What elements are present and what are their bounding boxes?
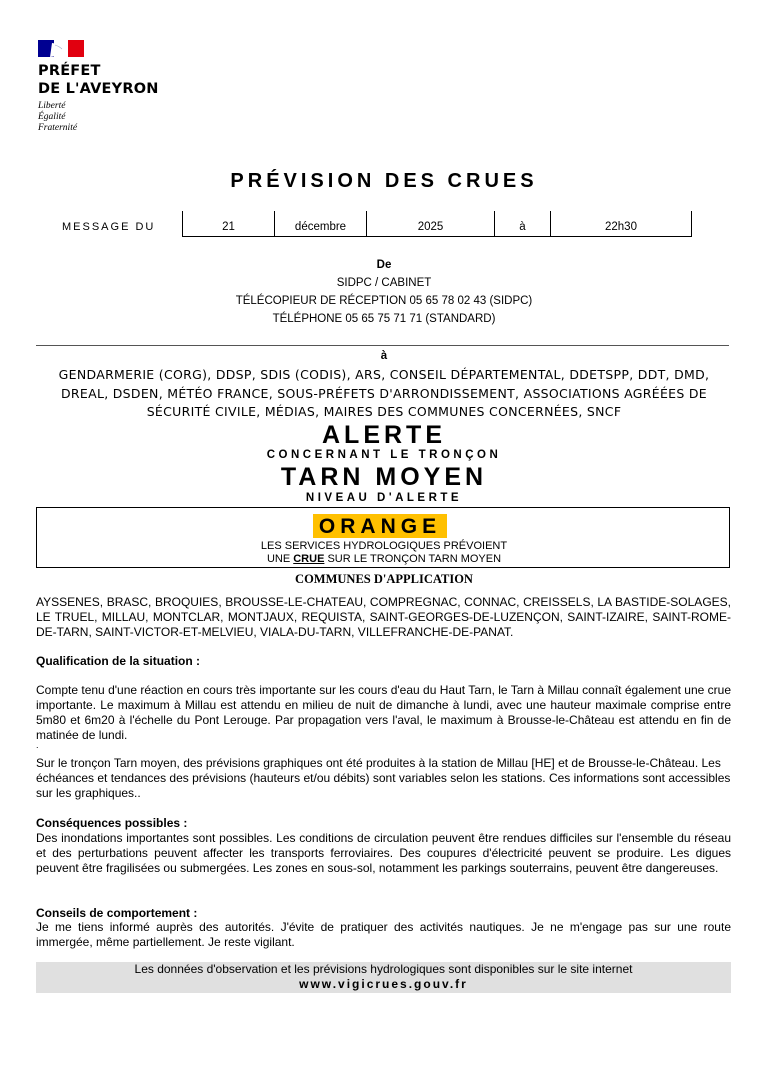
message-label: MESSAGE DU <box>62 221 156 233</box>
message-year: 2025 <box>366 211 494 237</box>
devise-fraternite: Fraternité <box>38 123 78 133</box>
qualification-dot: . <box>36 740 39 750</box>
footer-banner <box>36 962 731 993</box>
communes-list: AYSSENES, BRASC, BROQUIES, BROUSSE-LE-CHATEAU, COMPREGNAC, CONNAC, CREISSELS, LA BASTIDE-SOLAGES, LE TRUEL, MILLAU, MONTCLAR, MONTJAUX, REQUISTA, SAINT-GEORGES-DE-LUZENÇON, SAINT-IZAIRE, SAINT-ROME-DE-TARN, SAINT-VICTOR-ET-MELVIEU, VIALA-DU-TARN, VILLEFRANCHE-DE-PANAT. <box>36 595 731 639</box>
concernant-label: CONCERNANT LE TRONÇON <box>266 449 502 461</box>
troncon-name: TARN MOYEN <box>280 463 488 491</box>
footer-text: Les données d'observation et les prévisions hydrologiques sont disponibles sur le site internet <box>134 962 633 976</box>
prefecture-name <box>38 62 159 98</box>
alert-desc-line1: LES SERVICES HYDROLOGIQUES PRÉVOIENT <box>260 540 508 552</box>
message-time: 22h30 <box>550 211 692 237</box>
qualification-p1: Compte tenu d'une réaction en cours très importante sur les cours d'eau du Haut Tarn, le Tarn à Millau connaît également une crue importante. Le maximum à Millau est attendu en milieu de nuit de dimanche à lundi, avec une hauteur maximale comprise entre 5m80 et 6m20 à l'échelle du Pont Lerouge. Par propagation vers l'aval, le maximum à Brousse-le-Château est attendu en fin de matinée de lundi. <box>36 683 731 742</box>
sender-line1: SIDPC / CABINET <box>336 277 432 289</box>
alert-desc-crue: CRUE <box>293 553 325 565</box>
prefecture-line1: PRÉFET <box>38 63 101 79</box>
document-title: PRÉVISION DES CRUES <box>230 170 538 192</box>
devise-egalite: Égalité <box>38 112 66 122</box>
alert-level-badge: ORANGE <box>313 514 447 538</box>
alert-desc-post: SUR LE TRONÇON TARN MOYEN <box>324 553 502 565</box>
conseils-heading: Conseils de comportement : <box>36 906 198 920</box>
consequences-heading: Conséquences possibles : <box>36 816 188 830</box>
message-day: 21 <box>182 211 274 237</box>
vigicrues-link[interactable]: www.vigicrues.gouv.fr <box>299 977 468 991</box>
consequences-text: Des inondations importantes sont possibles. Les conditions de circulation peuvent être rendues difficiles sur l'ensemble du réseau et des perturbations peuvent affecter les transports ferroviaires. Des coupures d'électricité peuvent se produire. Les digues peuvent être fragilisées ou submergées. Les zones en sous-sol, notamment les parkings souterrains, peuvent être dangereuses. <box>36 831 731 875</box>
communes-title: COMMUNES D'APPLICATION <box>295 572 473 586</box>
alert-desc-pre: UNE <box>266 553 294 565</box>
sender-phone: TÉLÉPHONE 05 65 75 71 71 (STANDARD) <box>272 313 496 325</box>
sender-fax: TÉLÉCOPIEUR DE RÉCEPTION 05 65 78 02 43 (SIDPC) <box>235 295 533 307</box>
devise-liberte: Liberté <box>38 101 66 111</box>
niveau-label: NIVEAU D'ALERTE <box>305 492 463 504</box>
alerte-heading: ALERTE <box>322 421 446 449</box>
prefecture-line2: DE L'AVEYRON <box>38 81 159 97</box>
recipients-list: GENDARMERIE (CORG), DDSP, SDIS (CODIS), ARS, CONSEIL DÉPARTEMENTAL, DDETSPP, DDT, DMD, DREAL, DSDEN, MÉTÉO FRANCE, SOUS-PRÉFETS D'ARRONDISSEMENT, ASSOCIATIONS AGRÉÉES DE SÉCURITÉ CIVILE, MÉDIAS, MAIRES DES COMMUNES CONCERNÉES, SNCF <box>58 367 710 419</box>
qualification-heading: Qualification de la situation : <box>36 654 201 668</box>
message-at: à <box>494 211 550 237</box>
divider <box>36 345 729 346</box>
conseils-text: Je me tiens informé auprès des autorités. J'évite de pratiquer des activités nautiques. Je ne m'engage pas sur une route immergée, même partiellement. Je reste vigilant. <box>36 920 731 949</box>
devise <box>38 101 77 134</box>
message-month: décembre <box>274 211 366 237</box>
qualification-p2: Sur le tronçon Tarn moyen, des prévisions graphiques ont été produites à la station de Millau [HE] et de Brousse-le-Château. Les échéances et tendances des prévisions (hauteurs et/ou débits) sont variables selon les stations. Ces informations sont accessibles sur les graphiques.. <box>36 756 731 800</box>
recipients-a: à <box>380 350 388 362</box>
sender-de: De <box>376 259 392 271</box>
marianne-logo-flag <box>38 40 84 57</box>
alert-desc-line2 <box>0 553 768 565</box>
